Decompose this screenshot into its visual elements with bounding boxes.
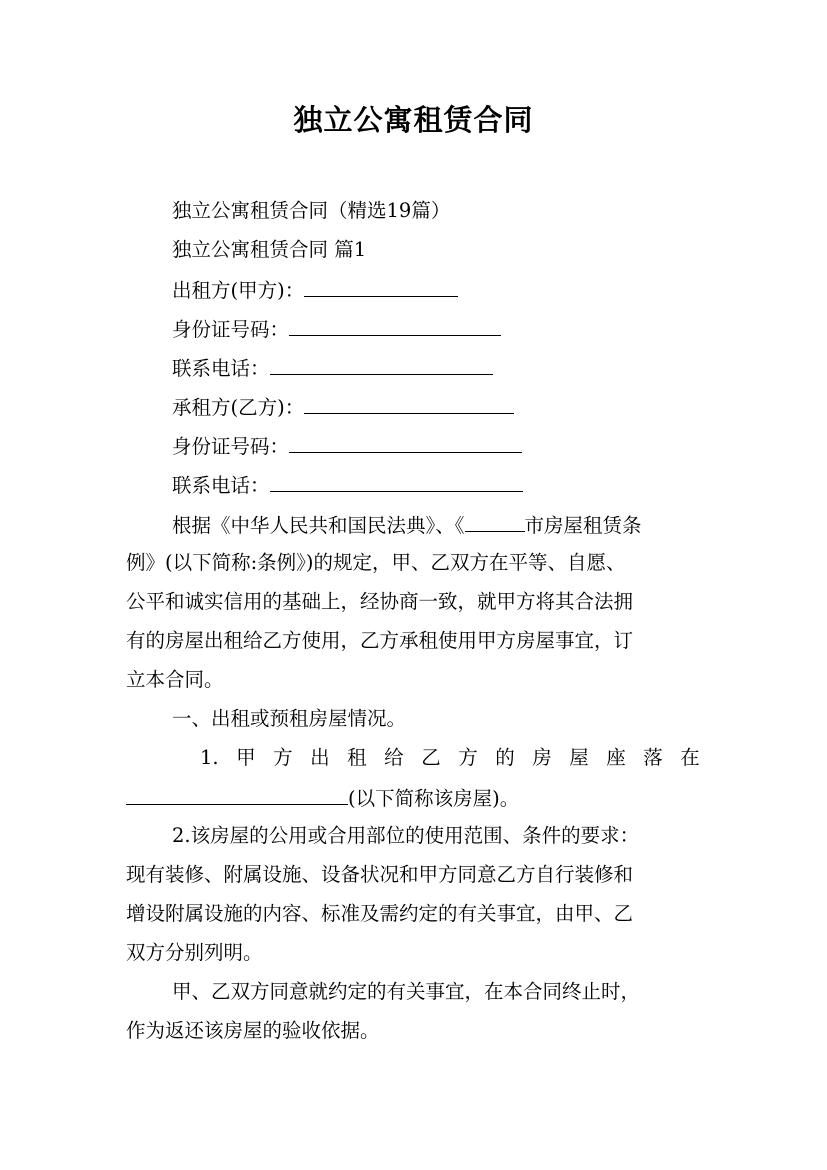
item-1-char: 屋 [569, 746, 589, 769]
item-1-char: 房 [532, 746, 552, 769]
item-1-char: 方 [458, 746, 478, 769]
item-1-char: 给 [384, 746, 404, 769]
intro-line-5: 立本合同。 [126, 668, 224, 691]
lessor-phone-blank [270, 357, 493, 375]
lessee-id-label: 身份证号码： [172, 435, 290, 458]
item-1-line [200, 748, 700, 768]
item-1-tail-line [126, 787, 519, 809]
lessee-phone-field [172, 474, 523, 496]
intro-line-1a: 根据《中华人民共和国民法典》、《 [172, 514, 465, 537]
item-2-line-4: 双方分别列明。 [126, 941, 263, 964]
lessor-phone-label: 联系电话： [172, 357, 270, 380]
paragraph-line-1: 甲、乙双方同意就约定的有关事宜，在本合同终止时， [172, 980, 641, 1003]
lessor-id-field [172, 318, 501, 340]
section-1-heading: 一、出租或预租房屋情况。 [172, 707, 407, 730]
lessee-phone-label: 联系电话： [172, 474, 270, 497]
address-blank [126, 787, 348, 805]
item-2-line-3: 增设附属设施的内容、标准及需约定的有关事宜，由甲、乙 [126, 902, 634, 925]
lessor-blank [304, 279, 458, 297]
intro-line-4: 有的房屋出租给乙方使用，乙方承租使用甲方房屋事宜，订 [126, 629, 634, 652]
item-1-tail: (以下简称该房屋)。 [348, 787, 520, 810]
item-1-char: 在 [680, 746, 700, 769]
item-1-char: 的 [495, 746, 515, 769]
lessee-phone-blank [270, 474, 523, 492]
intro-line-1 [172, 514, 642, 536]
item-1-char: 租 [347, 746, 367, 769]
item-1-char: 甲 [236, 746, 256, 769]
item-2-line-1: 2.该房屋的公用或合用部位的使用范围、条件的要求： [172, 824, 640, 847]
lessor-id-label: 身份证号码： [172, 318, 290, 341]
intro-line-2: 例》(以下简称:条例》)的规定，甲、乙双方在平等、自愿、 [126, 551, 626, 574]
item-2-line-2: 现有装修、附属设施、设备状况和甲方同意乙方自行装修和 [126, 863, 634, 886]
city-blank [465, 514, 525, 532]
lessor-id-blank [289, 318, 501, 336]
lessee-blank [304, 396, 514, 414]
chapter-heading: 独立公寓租赁合同 篇1 [172, 238, 367, 261]
lessee-id-blank [289, 435, 522, 453]
intro-line-1b: 市房屋租赁条 [524, 514, 642, 537]
item-1-char: 落 [643, 746, 663, 769]
lessee-label: 承租方(乙方)： [172, 396, 305, 419]
lessee-field [172, 396, 514, 418]
document-title: 独立公寓租赁合同 [293, 103, 534, 137]
item-1-char: 方 [273, 746, 293, 769]
lessee-id-field [172, 435, 522, 457]
lessor-label: 出租方(甲方)： [172, 279, 305, 302]
document-subtitle: 独立公寓租赁合同（精选19篇） [172, 199, 451, 222]
item-1-char: 出 [310, 746, 330, 769]
item-1-char: 1. [200, 746, 219, 769]
item-1-char: 乙 [421, 746, 441, 769]
intro-line-3: 公平和诚实信用的基础上，经协商一致，就甲方将其合法拥 [126, 590, 634, 613]
lessor-field [172, 279, 458, 301]
item-1-char: 座 [606, 746, 626, 769]
paragraph-line-2: 作为返还该房屋的验收依据。 [126, 1019, 380, 1042]
lessor-phone-field [172, 357, 493, 379]
